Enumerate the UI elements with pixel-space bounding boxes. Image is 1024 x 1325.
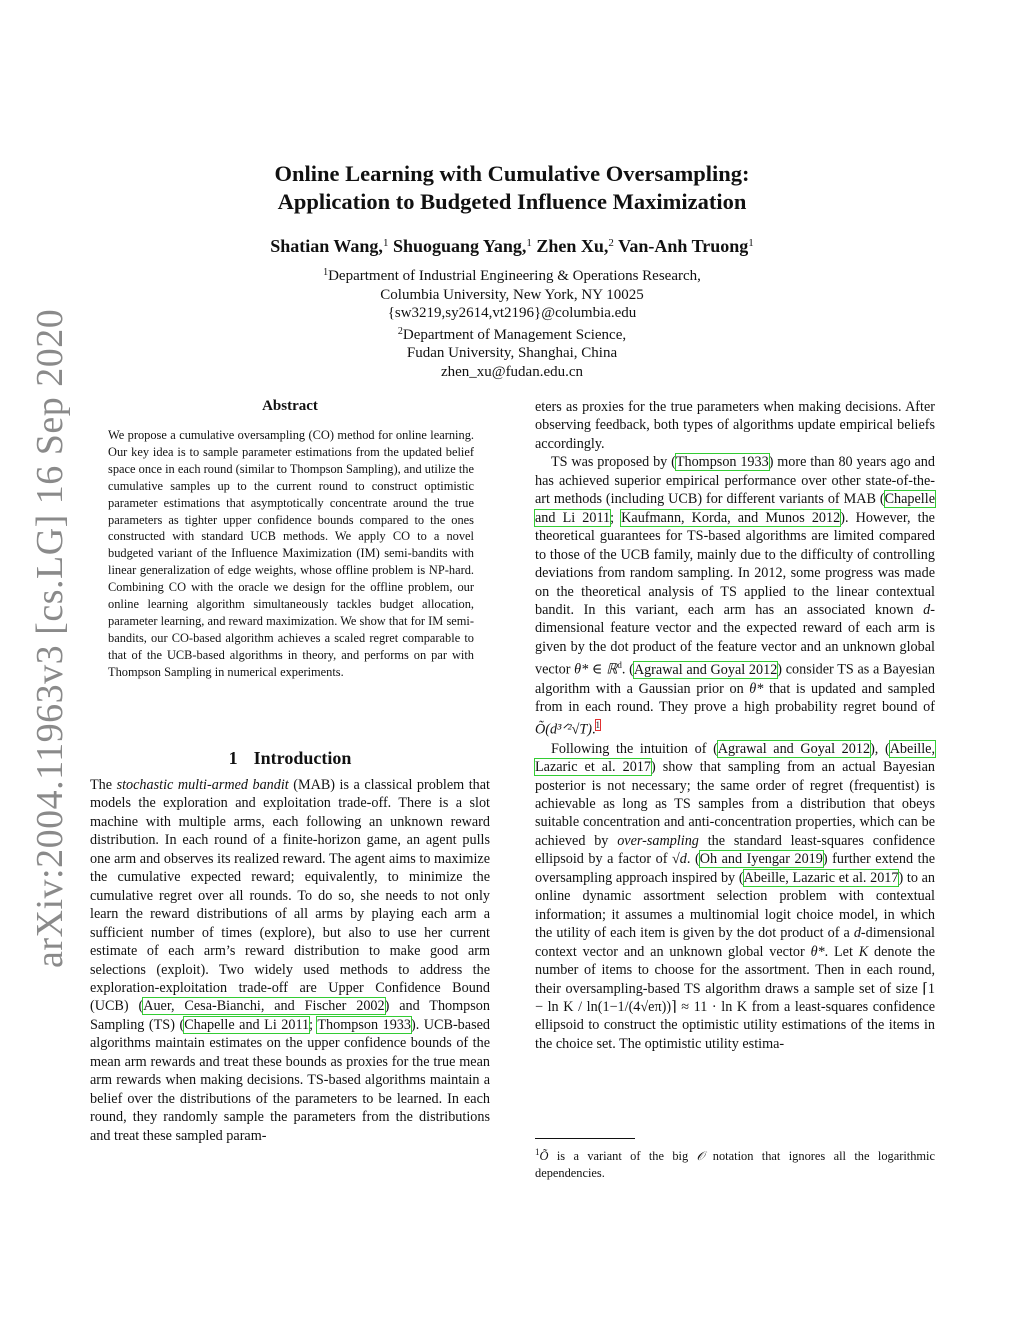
right-column bbox=[535, 398, 935, 1053]
right-p1: TS was proposed by (Thompson 1933) more than 80 years ago and has achieved superior empirical performance over other state-of-the-art methods (including UCB) for different variants of MAB (Chapelle and Li 2011; Kaufmann, Korda, and Munos 2012). However, the theoretical guarantees for TS-based algorithms are limited compared to those of the UCB family, mainly due to the difficulty of controlling deviations from random sampling. In 2012, some progress was made on the theoretical analysis of TS applied to the linear contextual bandit. In this variant, each arm has an associated known d-dimensional feature vector and the expected reward of each arm is given by the dot product of the feature vector and an unknown global vector θ* ∈ ℝ$^d$. (Agrawal and Goyal 2012) consider TS as a Bayesian algorithm with a Gaussian prior on θ* that is updated and sampled from in each round. They prove a high probability regret bound of Õ(d³ᐟ²√T).$^1$ bbox=[535, 454, 935, 739]
author-4: Van-Anh Truong$^1$ bbox=[618, 236, 754, 256]
right-p0: eters as proxies for the true parameters when making decisions. After observing feedback, both types of algorithms update empirical beliefs accordingly. bbox=[535, 399, 935, 452]
citation-kaufmann-link[interactable]: Kaufmann, Korda, and Munos 2012 bbox=[621, 509, 841, 526]
author-1: Shatian Wang,$^1$ bbox=[270, 236, 389, 256]
affiliation-1-univ: Columbia University, New York, NY 10025 bbox=[380, 286, 644, 303]
affiliations bbox=[0, 264, 1024, 382]
footnote-1-link[interactable]: 1 bbox=[595, 720, 601, 731]
section-title: Introduction bbox=[253, 748, 352, 768]
title-line-2: Application to Budgeted Influence Maximization bbox=[277, 189, 747, 214]
author-list bbox=[0, 236, 1024, 257]
author-2: Shuoguang Yang,$^1$ bbox=[392, 236, 532, 256]
affiliation-2-dept: $^2$Department of Management Science, bbox=[397, 325, 627, 343]
citation-abeille-link[interactable]: Abeille, Lazaric et al. 2017 bbox=[535, 740, 935, 776]
citation-chapelle-link[interactable]: Chapelle and Li 2011 bbox=[184, 1016, 310, 1033]
affiliation-2-univ: Fudan University, Shanghai, China bbox=[406, 345, 618, 362]
citation-chapelle-link-2[interactable]: Chapelle and Li 2011 bbox=[535, 491, 935, 526]
citation-thompson-link[interactable]: Thompson 1933 bbox=[317, 1016, 411, 1033]
sample-size-formula: ⌈1 − ln K / ln(1−1/(4√eπ))⌉ ≈ 11 · ln K bbox=[535, 980, 935, 1015]
footnote-divider bbox=[535, 1138, 635, 1139]
affiliation-1-email: {sw3219,sy2614,vt2196}@columbia.edu bbox=[387, 305, 637, 322]
citation-auer-link[interactable]: Auer, Cesa-Bianchi, and Fischer 2002 bbox=[143, 998, 385, 1015]
section-number: 1 bbox=[228, 748, 238, 768]
title-line-1: Online Learning with Cumulative Oversampling: bbox=[274, 161, 750, 186]
citation-agrawal-link-2[interactable]: Agrawal and Goyal 2012 bbox=[717, 740, 871, 757]
arxiv-stamp: arXiv:2004.11963v3 [cs.LG] 16 Sep 2020 bbox=[29, 308, 71, 968]
right-p2: Following the intuition of (Agrawal and Goyal 2012), (Abeille, Lazaric et al. 2017) show that sampling from an actual Bayesian posterior is not necessary; the same order of regret (frequentist) is achievable as long as TS samples from a distribution that obeys suitable concentration and anti-concentration properties, which can be achieved by over-sampling the standard least-squares confidence ellipsoid by a factor of √d. (Oh and Iyengar 2019) further extend the oversampling approach inspired by (Abeille, Lazaric et al. 2017) to an online dynamic assortment selection problem with contextual information; it assumes a multinomial logit choice model, in which the utility of each item is given by the dot product of a d-dimensional context vector and an unknown global vector θ*. Let K denote the number of items to choose for the assortment. Then in each round, their oversampling-based TS algorithm draws a sample set of size ⌈1 − ln K / ln(1−1/(4√eπ))⌉ ≈ 11 · ln K from a least-squares confidence ellipsoid to construct the optimistic utility estimations of the items in the choice set. The optimistic utility estima- bbox=[535, 740, 936, 1052]
affiliation-2-email: zhen_xu@fudan.edu.cn bbox=[440, 363, 584, 380]
citation-abeille-link-2[interactable]: Abeille, Lazaric et al. 2017 bbox=[743, 869, 899, 886]
author-3: Zhen Xu,$^2$ bbox=[536, 236, 614, 256]
citation-agrawal-link[interactable]: Agrawal and Goyal 2012 bbox=[633, 662, 778, 679]
footnote-1: $^1$Õ is a variant of the big 𝒪 notation that ignores all the logarithmic dependencies. bbox=[535, 1147, 935, 1180]
citation-thompson-link-2[interactable]: Thompson 1933 bbox=[675, 454, 769, 471]
section-heading-introduction bbox=[90, 748, 490, 769]
citation-oh-link[interactable]: Oh and Iyengar 2019 bbox=[699, 851, 823, 868]
paper-title bbox=[0, 160, 1024, 216]
affiliation-1-dept: $^1$Department of Industrial Engineering & Operations Research, bbox=[323, 267, 701, 284]
abstract-text: We propose a cumulative oversampling (CO) method for online learning. Our key idea is to sample parameter estimations from the updated belief space once in each round (similar to Thompson Sampling), and utilize the cumulative samples up to the current round to construct optimistic parameter estimations that asymptotically concentrate around the true parameters as tighter upper confidence bounds compared to the ones constructed with standard UCB methods. We apply CO to a novel budgeted variant of the Influence Maximization (IM) semi-bandits with linear generalization of edge weights, whose offline problem is NP-hard. Combining CO with the oracle we design for the offline problem, our online learning algorithm simultaneously tackles budget allocation, parameter learning, and reward maximization. We show that for IM semi-bandits, our CO-based algorithm achieves a scaled regret comparable to that of the UCB-based algorithms in theory, and performs on par with Thompson Sampling in numerical experiments. bbox=[108, 428, 474, 679]
abstract-heading: Abstract bbox=[262, 398, 318, 414]
intro-p1: The stochastic multi-armed bandit (MAB) is a classical problem that models the exploration and exploitation trade-off. There is a slot machine with multiple arms, each following an unknown reward distribution. In each round of a finite-horizon game, an agent pulls one arm and observes its realized reward. The agent aims to maximize the cumulative expected reward; equivalently, to minimize the cumulative regret over all rounds. To do so, she needs to not only learn the reward distributions of all arms by playing each arm a sufficient number of times (explore), but also to use her current estimate of each arm’s reward distribution to make good arm selections (exploit). Two widely used methods to address the exploration-exploitation trade-off are Upper Confidence Bound (UCB) (Auer, Cesa-Bianchi, and Fischer 2002) and Thompson Sampling (TS) (Chapelle and Li 2011; Thompson 1933). UCB-based algorithms maintain estimates on the upper confidence bounds of the mean arm rewards and treat these bounds as proxies for the true mean arm rewards when making decisions. TS-based algorithms maintain a belief over the distributions of the parameters to be learned. In each round, they randomly sample the parameters from the distributions and treat these sampled param- bbox=[90, 777, 490, 1144]
introduction-paragraph bbox=[90, 776, 490, 1145]
